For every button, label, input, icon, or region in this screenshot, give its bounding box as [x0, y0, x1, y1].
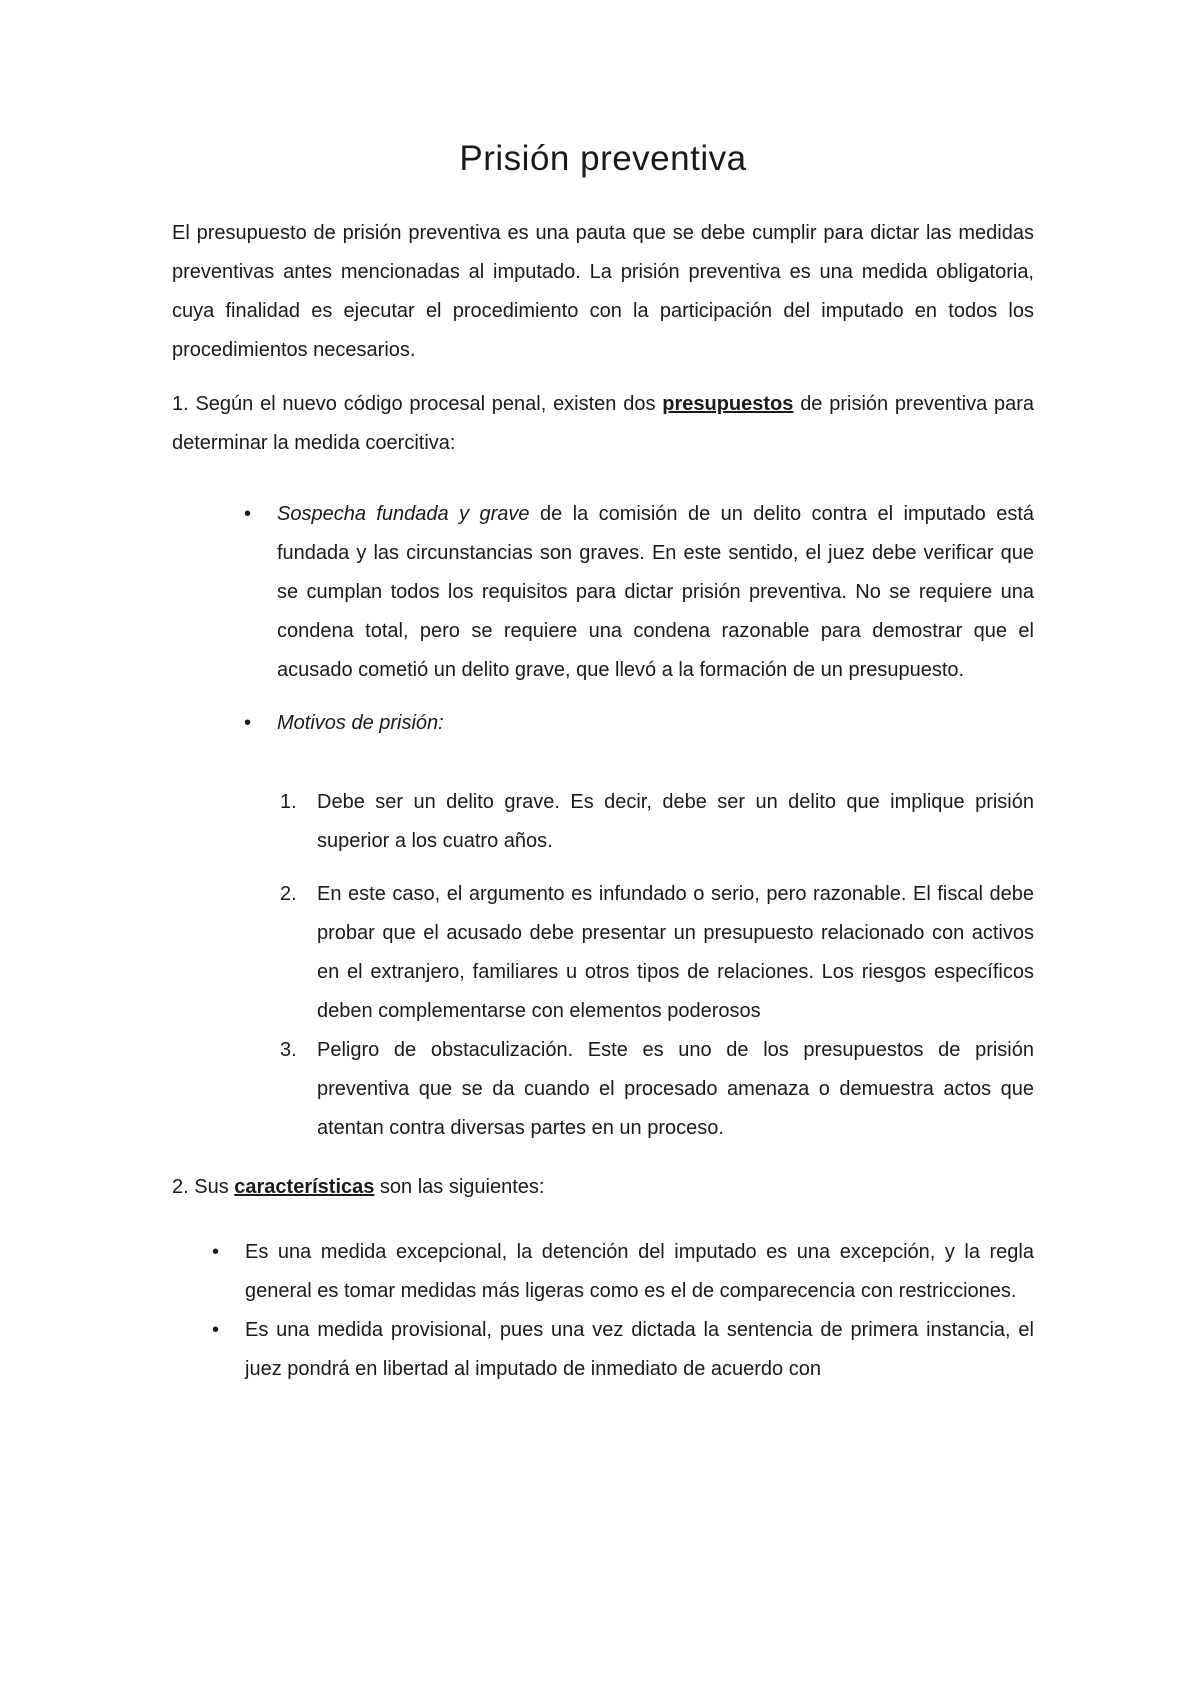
- list-item: [172, 1311, 1034, 1389]
- document-title: Prisión preventiva: [459, 139, 747, 178]
- list-item-text: Es una medida provisional, pues una vez dictada la sentencia de primera instancia, el juez pondrá en libertad al imputado de inmediato de acuerdo con: [245, 1319, 1034, 1380]
- list-item-text: Debe ser un delito grave. Es decir, debe ser un delito que implique prisión superior a los cuatro años.: [317, 791, 1034, 852]
- section-2-paragraph: [172, 1168, 1034, 1207]
- presupuestos-list: [172, 495, 1034, 743]
- list-item: [172, 875, 1034, 1031]
- list-item-number: 3.: [280, 1039, 297, 1061]
- bullet-icon: •: [212, 1319, 220, 1341]
- list-item: [172, 783, 1034, 861]
- motivos-list: [172, 783, 1034, 1148]
- caracteristicas-list: [172, 1233, 1034, 1389]
- bullet-icon: •: [244, 712, 252, 734]
- list-item-italic: Motivos de prisión:: [277, 712, 444, 734]
- section-2-text-after: son las siguientes:: [374, 1176, 545, 1198]
- list-item-text: Es una medida excepcional, la detención del imputado es una excepción, y la regla general es tomar medidas más ligeras como es el de comparecencia con restricciones.: [245, 1241, 1034, 1302]
- list-item: [172, 1233, 1034, 1311]
- list-item: [172, 495, 1034, 690]
- document-page: [172, 138, 1034, 1389]
- caracteristicas-term: características: [234, 1176, 375, 1198]
- list-item: [172, 704, 1034, 743]
- list-item-number: 2.: [280, 883, 297, 905]
- bullet-icon: •: [212, 1241, 220, 1263]
- section-1-paragraph: [172, 385, 1034, 463]
- section-2-text-before: 2. Sus: [172, 1176, 235, 1198]
- list-item-number: 1.: [280, 791, 297, 813]
- list-item-text: En este caso, el argumento es infundado o serio, pero razonable. El fiscal debe probar que el acusado debe presentar un presupuesto relacionado con activos en el extranjero, familiares u otros tipos de relaciones. Los riesgos específicos deben complementarse con elementos poderosos: [317, 883, 1034, 1022]
- list-item: [172, 1031, 1034, 1148]
- list-item-italic: Sospecha fundada y grave: [277, 503, 530, 525]
- section-1-text-after: de prisión preventiva para determinar la medida coercitiva:: [172, 393, 1034, 454]
- list-item-text: Peligro de obstaculización. Este es uno de los presupuestos de prisión preventiva que se da cuando el procesado amenaza o demuestra actos que atentan contra diversas partes en un proceso.: [317, 1039, 1034, 1139]
- section-1-text-before: 1. Según el nuevo código procesal penal, existen dos: [172, 393, 663, 415]
- bullet-icon: •: [244, 503, 252, 525]
- list-item-text: de la comisión de un delito contra el imputado está fundada y las circunstancias son graves. En este sentido, el juez debe verificar que se cumplan todos los requisitos para dictar prisión preventiva. No se requiere una condena total, pero se requiere una condena razonable para demostrar que el acusado cometió un delito grave, que llevó a la formación de un presupuesto.: [277, 503, 1034, 681]
- intro-paragraph: El presupuesto de prisión preventiva es una pauta que se debe cumplir para dictar las medidas preventivas antes mencionadas al imputado. La prisión preventiva es una medida obligatoria, cuya finalidad es ejecutar el procedimiento con la participación del imputado en todos los procedimientos necesarios.: [172, 222, 1034, 361]
- presupuestos-term: presupuestos: [662, 393, 794, 415]
